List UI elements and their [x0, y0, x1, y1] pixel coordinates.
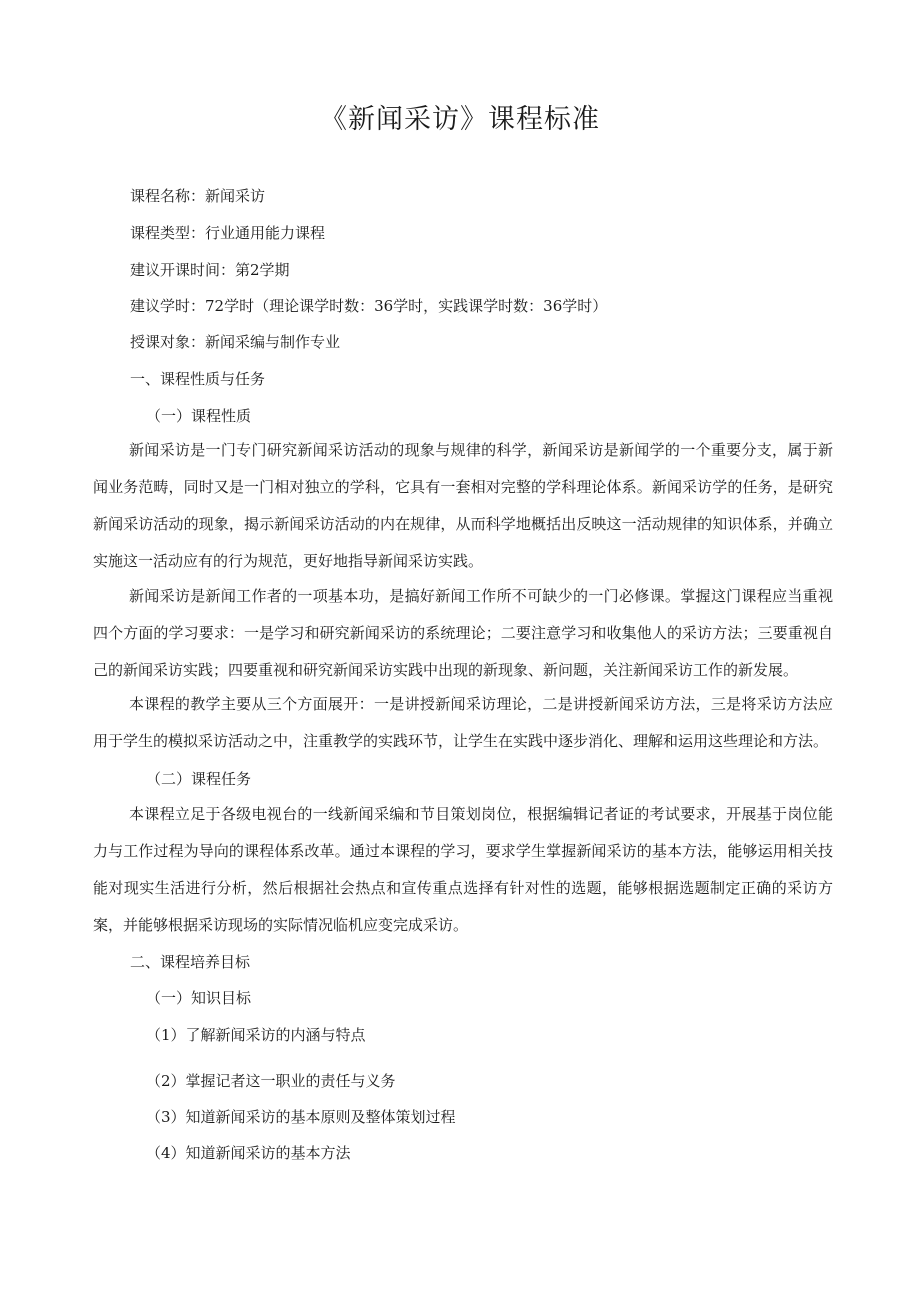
section-heading: 一、课程性质与任务	[130, 370, 266, 388]
subsection-heading: （一）课程性质	[146, 407, 252, 425]
course-type: 课程类型：行业通用能力课程	[130, 224, 326, 242]
section-heading: 二、课程培养目标	[130, 953, 251, 971]
course-hours: 建议学时：72学时（理论课学时数：36学时，实践课学时数：36学时）	[130, 297, 608, 315]
list-item: （1）了解新闻采访的内涵与特点	[146, 1026, 366, 1044]
paragraph: 本课程立足于各级电视台的一线新闻采编和节目策划岗位，根据编辑记者证的考试要求，开展基于岗位能力与工作过程为导向的课程体系改革。通过本课程的学习，要求学生掌握新闻采访的基本方法，能够运用相关技能对现实生活进行分析，然后根据社会热点和宣传重点选择有针对性的选题，能够根据选题制定正确的采访方案，并能够根据采访现场的实际情况临机应变完成采访。	[93, 805, 833, 934]
course-term: 建议开课时间：第2学期	[130, 261, 290, 279]
course-audience: 授课对象：新闻采编与制作专业	[130, 333, 341, 351]
course-name: 课程名称：新闻采访	[130, 187, 266, 205]
subsection-heading: （二）课程任务	[146, 770, 252, 788]
list-item: （2）掌握记者这一职业的责任与义务	[146, 1072, 396, 1090]
subsection-heading: （一）知识目标	[146, 989, 252, 1007]
page-title: 《新闻采访》课程标准	[320, 104, 600, 135]
list-item: （4）知道新闻采访的基本方法	[146, 1144, 351, 1162]
paragraph: 本课程的教学主要从三个方面展开：一是讲授新闻采访理论，二是讲授新闻采访方法，三是将采访方法应用于学生的模拟采访活动之中，注重教学的实践环节，让学生在实践中逐步消化、理解和运用这些理论和方法。	[93, 695, 833, 750]
paragraph: 新闻采访是一门专门研究新闻采访活动的现象与规律的科学，新闻采访是新闻学的一个重要分支，属于新闻业务范畴，同时又是一门相对独立的学科，它具有一套相对完整的学科理论体系。新闻采访学的任务，是研究新闻采访活动的现象，揭示新闻采访活动的内在规律，从而科学地概括出反映这一活动规律的知识体系，并确立实施这一活动应有的行为规范，更好地指导新闻采访实践。	[93, 441, 833, 570]
list-item: （3）知道新闻采访的基本原则及整体策划过程	[146, 1108, 456, 1126]
paragraph: 新闻采访是新闻工作者的一项基本功，是搞好新闻工作所不可缺少的一门必修课。掌握这门课程应当重视四个方面的学习要求：一是学习和研究新闻采访的系统理论；二要注意学习和收集他人的采访方法；三要重视自己的新闻采访实践；四要重视和研究新闻采访实践中出现的新现象、新问题，关注新闻采访工作的新发展。	[93, 587, 833, 679]
